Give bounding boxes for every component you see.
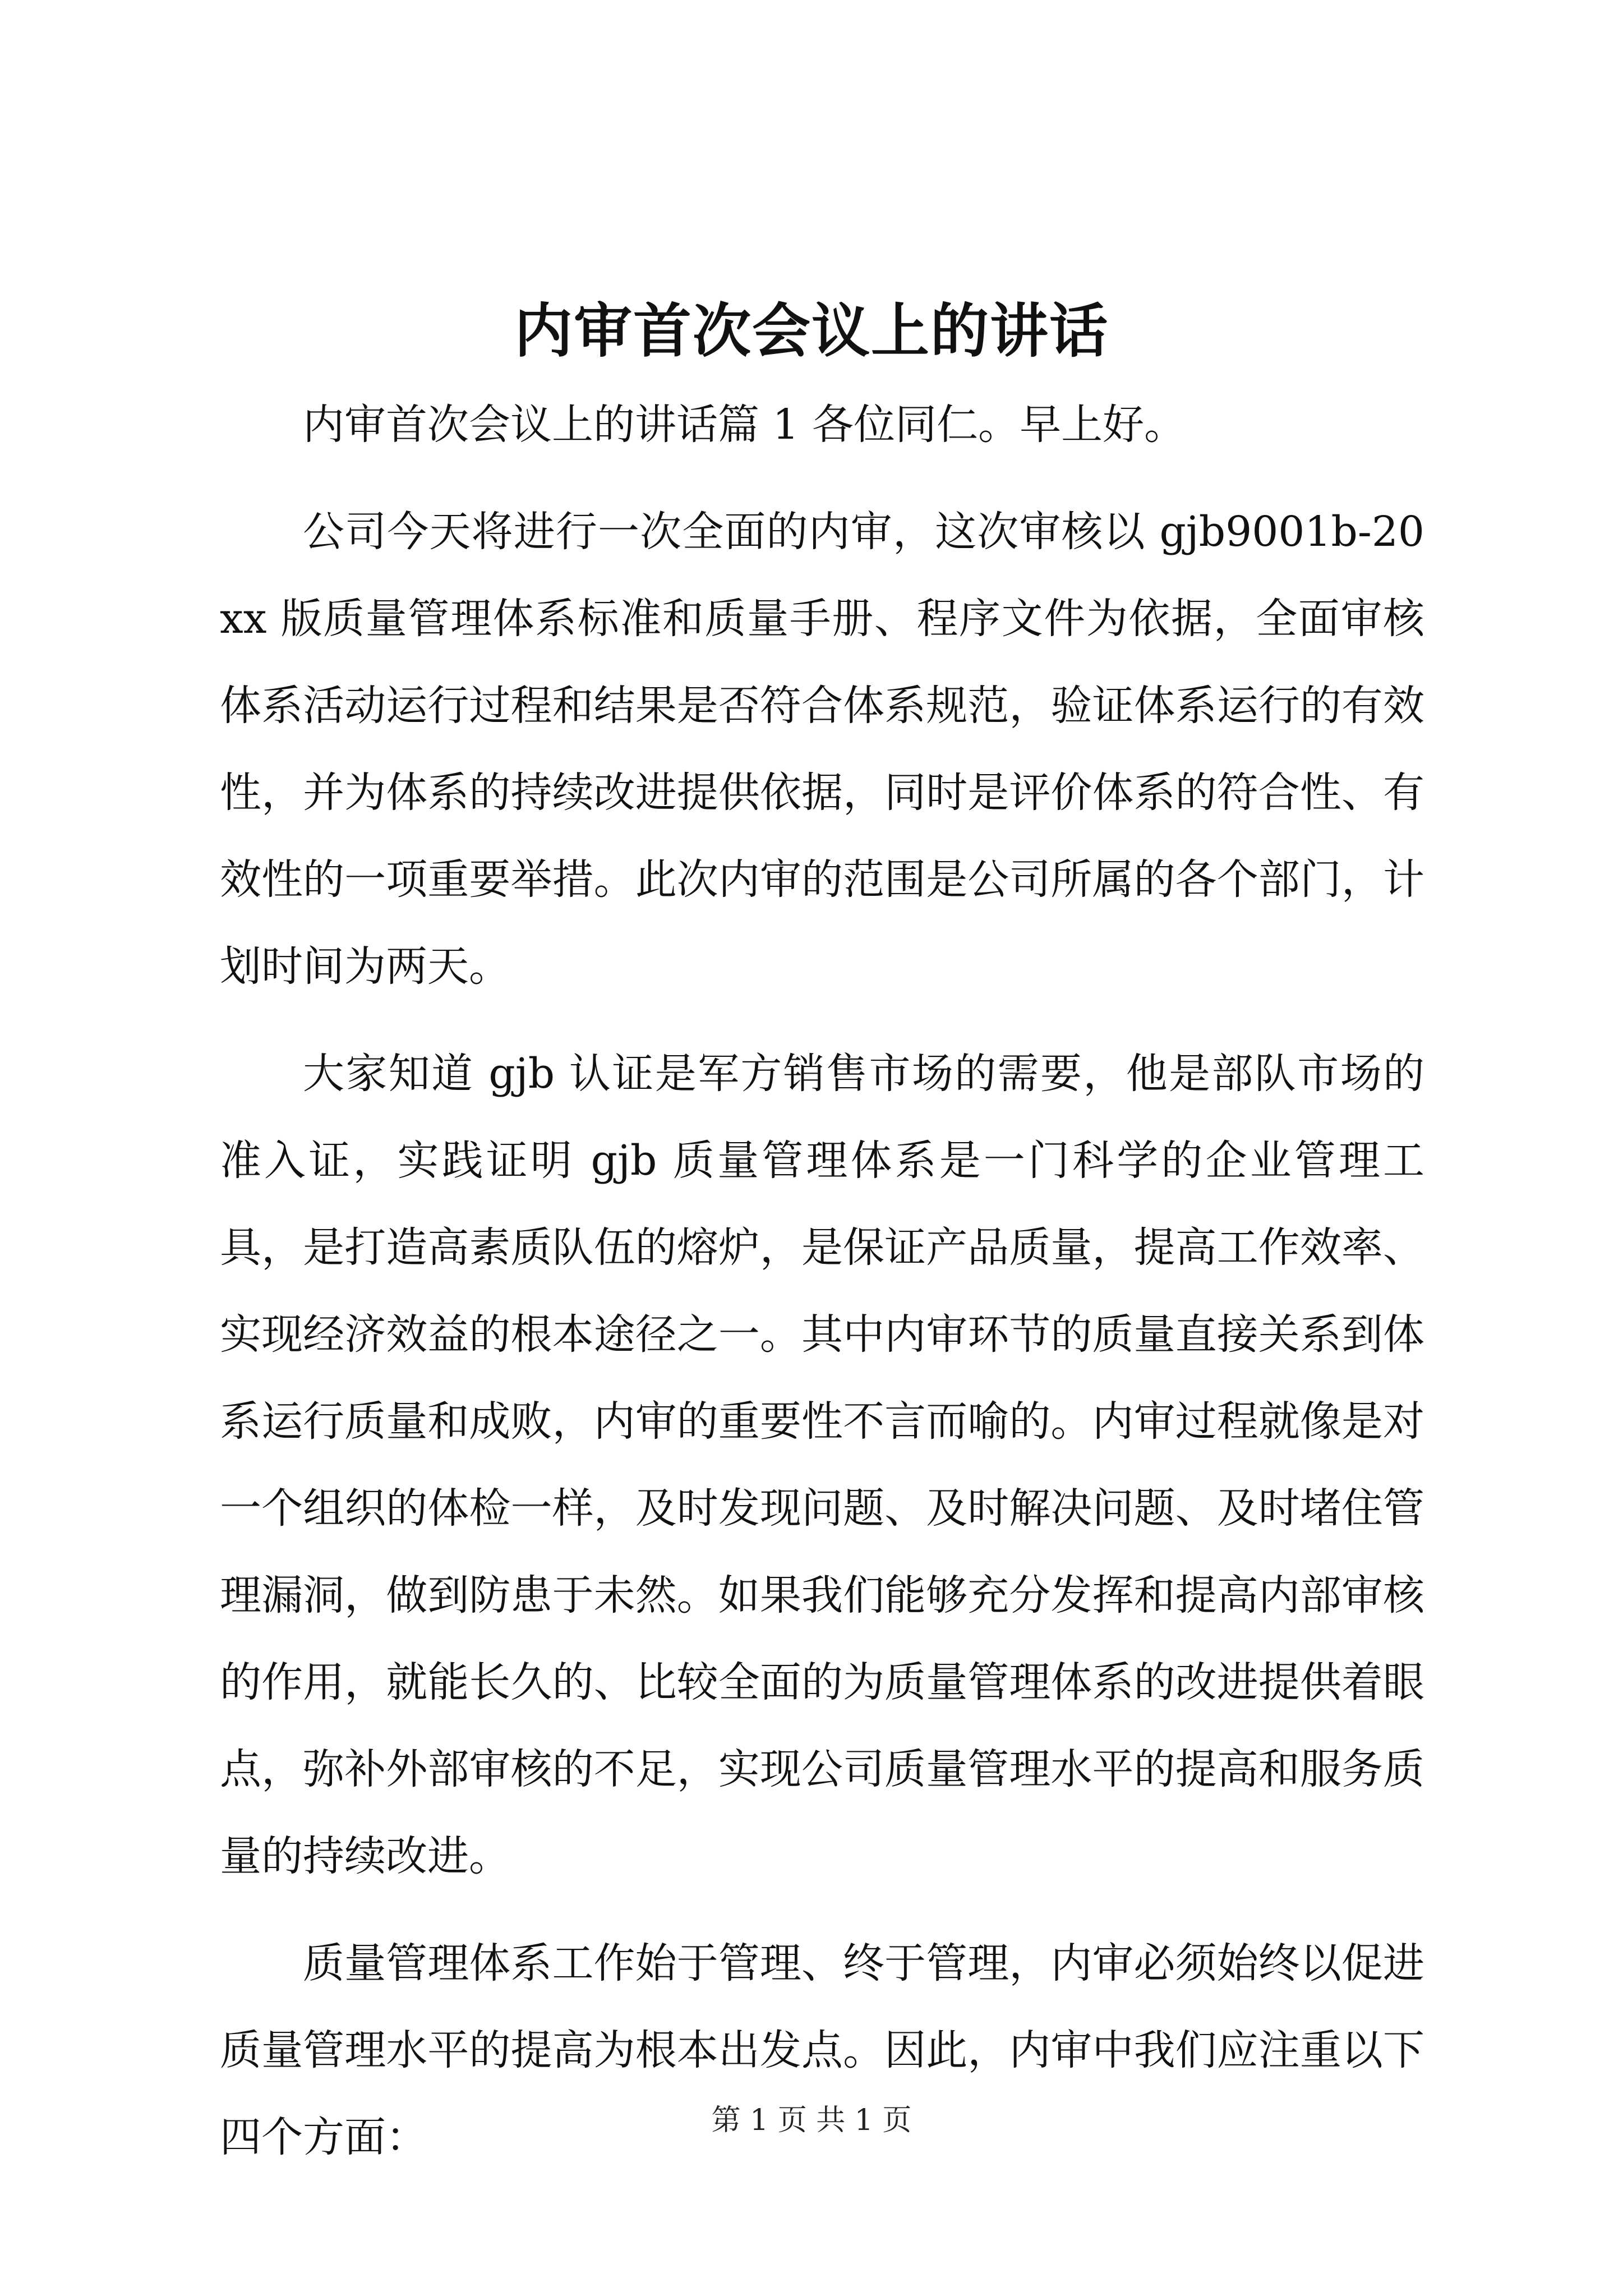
paragraph-gjb-importance: 大家知道 gjb 认证是军方销售市场的需要，他是部队市场的准入证，实践证明 gjb 质量管理体系是一门科学的企业管理工具，是打造高素质队伍的熔炉，是保证产品质量，提高工作效率、实现经济效益的根本途径之一。其中内审环节的质量直接关系到体系运行质量和成败，内审的重要性不言而喻的。内审过程就像是对一个组织的体检一样，及时发现问题、及时解决问题、及时堵住管理漏洞，做到防患于未然。如果我们能够充分发挥和提高内部审核的作用，就能长久的、比较全面的为质量管理体系的改进提供着眼点，弥补外部审核的不足，实现公司质量管理水平的提高和服务质量的持续改进。	[220, 1050, 1424, 1880]
document-body	[220, 381, 1424, 2181]
paragraph-audit-scope: 公司今天将进行一次全面的内审，这次审核以 gjb9001b-20xx 版质量管理体系标准和质量手册、程序文件为依据，全面审核体系活动运行过程和结果是否符合体系规范，验证体系运行的有效性，并为体系的持续改进提供依据，同时是评价体系的符合性、有效性的一项重要举措。此次内审的范围是公司所属的各个部门，计划时间为两天。	[220, 508, 1424, 991]
document-title: 内审首次会议上的讲话	[514, 296, 1109, 365]
page-footer: 第 1 页 共 1 页	[711, 2104, 912, 2137]
paragraph-four-aspects: 质量管理体系工作始于管理、终于管理，内审必须始终以促进质量管理水平的提高为根本出发点。因此，内审中我们应注重以下四个方面：	[220, 1939, 1424, 2161]
paragraph-greeting: 内审首次会议上的讲话篇 1 各位同仁。早上好。	[303, 401, 1186, 449]
